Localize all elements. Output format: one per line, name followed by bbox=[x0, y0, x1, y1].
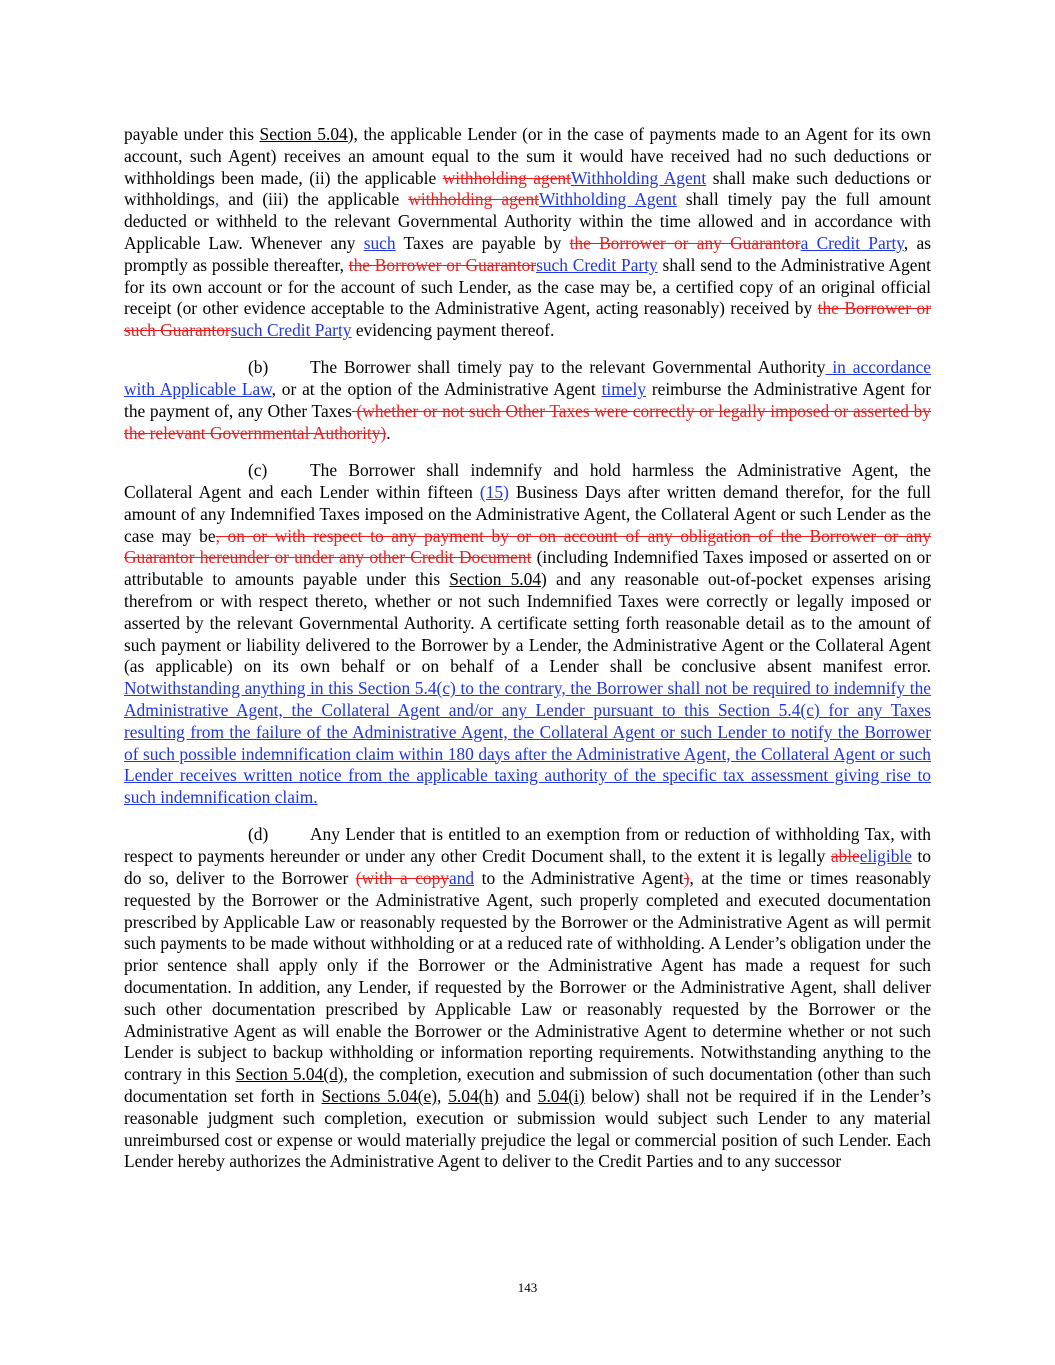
text-run: payable under this bbox=[124, 124, 260, 144]
page-number: 143 bbox=[517, 1280, 538, 1295]
paragraph-a-continued bbox=[124, 124, 931, 342]
text-run: Taxes are payable by bbox=[395, 232, 570, 253]
inserted-text: eligible bbox=[859, 846, 912, 867]
inserted-text: Withholding Agent bbox=[570, 167, 707, 188]
text-run: . bbox=[386, 422, 391, 443]
text-run: reimburse the Administrative Agent for the payment of, any Other Taxes bbox=[124, 379, 931, 422]
inserted-text: (15) bbox=[479, 481, 509, 502]
deleted-text: the Borrower or Guarantor bbox=[348, 254, 537, 275]
text-run: evidencing payment thereof. bbox=[351, 320, 555, 341]
inserted-text: a Credit Party bbox=[800, 232, 904, 253]
section-reference: Section 5.04 bbox=[259, 124, 348, 144]
inserted-text: such Credit Party bbox=[536, 254, 658, 275]
text-run: ), the applicable Lender (or in the case of payments made to an Agent for its own account, such Agent) receives an amount equal to the sum it would have received had no such deductions or withholdings been made, (ii) the applicable bbox=[124, 124, 932, 188]
document-page bbox=[124, 124, 931, 1173]
inserted-text: Withholding Agent bbox=[539, 189, 677, 210]
text-run: and bbox=[498, 1085, 538, 1106]
inserted-text: in accordance with Applicable Law bbox=[124, 357, 931, 400]
paragraph-d bbox=[124, 824, 931, 1173]
section-reference: Section 5.04 bbox=[449, 569, 542, 590]
text-run: to the Administrative Agent bbox=[474, 868, 684, 888]
section-reference: 5.04(h) bbox=[448, 1085, 499, 1106]
inserted-text: such bbox=[363, 232, 396, 253]
deleted-text: (whether or not such Other Taxes were correctly or legally imposed or asserted by the relevant Governmental Authority) bbox=[124, 401, 931, 443]
section-reference: Sections 5.04(e) bbox=[321, 1085, 437, 1106]
section-reference: 5.04(i) bbox=[537, 1085, 585, 1106]
text-run: shall make such deductions or withholdings bbox=[124, 167, 932, 210]
text-run: (including Indemnified Taxes imposed or asserted on or attributable to amounts payable under this bbox=[124, 547, 931, 590]
text-run: Business Days after written demand therefor, for the full amount of any Indemnified Taxes imposed on the Administrative Agent, the Collateral Agent or such Lender as the case may be bbox=[124, 481, 932, 546]
deleted-text: the Borrower or any Guarantor bbox=[569, 232, 801, 253]
deleted-text: ) bbox=[683, 868, 690, 888]
text-run: , or at the option of the Administrative Agent bbox=[271, 379, 602, 400]
text-run: and (iii) the applicable bbox=[219, 189, 409, 210]
deleted-text: withholding agent bbox=[442, 167, 571, 188]
inserted-text: and bbox=[449, 868, 475, 888]
text-run: ) and any reasonable out-of-pocket expenses arising therefrom or with respect thereto, whether or not such Indemnified Taxes were correctly or legally imposed or asserted by the relevant Governmental Authority. A certificate setting forth reasonable detail as to the amount of such payment or liability delivered to the Borrower by a Lender, the Administrative Agent or the Collateral Agent (as applicable) on its own behalf or on behalf of a Lender shall be conclusive absent manifest error. bbox=[124, 569, 931, 677]
text-run: shall send to the Administrative Agent for its own account or for the account of such Lender, as the case may be, a certified copy of an original official receipt (or other evidence acceptable to the Administrative Agent, acting reasonably) received by bbox=[124, 254, 932, 319]
text-run: The Borrower shall indemnify and hold harmless the Administrative Agent, the Collateral Agent and each Lender within fifteen bbox=[124, 460, 931, 502]
paragraph-c bbox=[124, 460, 931, 809]
inserted-text: Notwithstanding anything in this Section 5.4(c) to the contrary, the Borrower shall not be required to indemnify the Administrative Agent, the Collateral Agent and/or any Lender pursuant to this Section 5.4(c) for any Taxes resulting from the failure of the Administrative Agent, the Collateral Agent or such Lender to notify the Borrower of such possible indemnification claim within 180 days after the Administrative Agent, the Collateral Agent or such Lender receives written notice from the applicable taxing authority of the specific tax assessment giving rise to such indemnification claim. bbox=[124, 678, 931, 808]
text-run: Any Lender that is entitled to an exemption from or reduction of withholding Tax, with respect to payments hereunder or under any other Credit Document shall, to the extent it is legally bbox=[124, 824, 931, 867]
text-run: below) shall not be required if in the Lender’s reasonable judgment such completion, execution or submission would subject such Lender to any material unreimbursed cost or expense or would materially prejudice the legal or commercial position of such Lender. Each Lender hereby authorizes the Administrative Agent to deliver to the Credit Parties and to any successor bbox=[124, 1085, 931, 1172]
text-run: , as promptly as possible thereafter, bbox=[124, 232, 931, 275]
inserted-text: such Credit Party bbox=[230, 320, 352, 341]
deleted-text: (with a copy bbox=[355, 868, 449, 888]
deleted-text: , on or with respect to any payment by or on account of any obligation of the Borrower or any Guarantor hereunder or under any other Credit Document bbox=[124, 525, 931, 568]
text-run: , bbox=[436, 1085, 449, 1106]
text-run: to do so, deliver to the Borrower bbox=[124, 846, 931, 888]
text-run: , at the time or times reasonably requested by the Borrower or the Administrative Agent, such properly completed and executed documentation prescribed by Applicable Law or reasonably requested by the Borrower or the Administrative Agent as will permit such payments to be made without withholding or at a reduced rate of withholding. A Lender’s obligation under the prior sentence shall apply only if the Borrower or the Administrative Agent has made a request for such documentation. In addition, any Lender, if requested by the Borrower or the Administrative Agent, shall deliver such other documentation prescribed by Applicable Law or reasonably requested by the Borrower or the Administrative Agent as will enable the Borrower or the Administrative Agent to determine whether or not such Lender is subject to backup withholding or information reporting requirements. Notwithstanding anything to the contrary in this bbox=[124, 868, 931, 1085]
paragraph-label: (c) bbox=[248, 460, 268, 481]
text-run: shall timely pay the full amount deducted or withheld to the relevant Governmental Authority within the time allowed and in accordance with Applicable Law. Whenever any bbox=[124, 189, 931, 253]
inserted-text: , bbox=[214, 189, 220, 210]
text-run: The Borrower shall timely pay to the relevant Governmental Authority bbox=[310, 357, 826, 378]
deleted-text: the Borrower or such Guarantor bbox=[124, 298, 931, 341]
deleted-text: able bbox=[830, 846, 860, 867]
inserted-text: timely bbox=[601, 379, 647, 400]
paragraph-b bbox=[124, 357, 931, 444]
paragraph-label: (b) bbox=[248, 357, 269, 378]
text-run: , the completion, execution and submission of such documentation (other than such documentation set forth in bbox=[124, 1064, 931, 1106]
paragraph-label: (d) bbox=[248, 824, 269, 845]
deleted-text: withholding agent bbox=[408, 189, 540, 210]
section-reference: Section 5.04(d) bbox=[235, 1064, 344, 1085]
